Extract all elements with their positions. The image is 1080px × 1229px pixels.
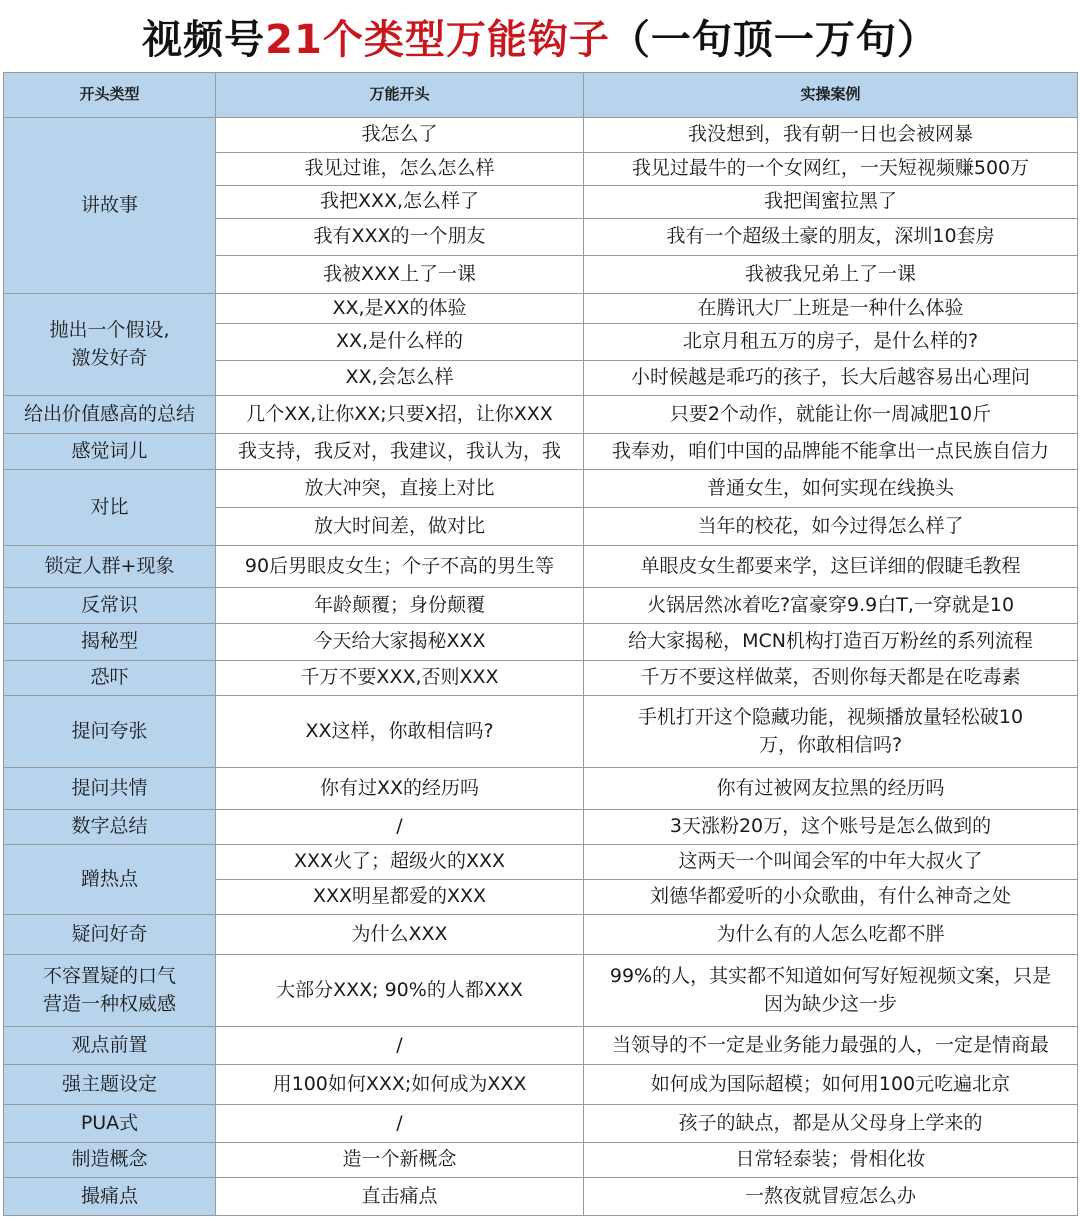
opening-cell: 今天给大家揭秘XXX bbox=[216, 624, 584, 661]
header-opening: 万能开头 bbox=[216, 73, 584, 118]
opening-cell: / bbox=[216, 810, 584, 845]
table-row bbox=[4, 294, 1078, 324]
table-row bbox=[4, 661, 1078, 696]
example-cell: 我有一个超级土豪的朋友，深圳10套房 bbox=[584, 219, 1078, 256]
table-row bbox=[4, 1105, 1078, 1143]
hook-type-cell: PUA式 bbox=[4, 1105, 216, 1143]
hook-type-cell: 抛出一个假设, 激发好奇 bbox=[4, 294, 216, 396]
opening-cell: 用100如何XXX;如何成为XXX bbox=[216, 1065, 584, 1105]
example-cell: 给大家揭秘，MCN机构打造百万粉丝的系列流程 bbox=[584, 624, 1078, 661]
header-type: 开头类型 bbox=[4, 73, 216, 118]
table-row bbox=[4, 696, 1078, 768]
example-cell: 为什么有的人怎么吃都不胖 bbox=[584, 915, 1078, 955]
example-cell: 北京月租五万的房子，是什么样的? bbox=[584, 324, 1078, 361]
example-cell: 只要2个动作，就能让你一周减肥10斤 bbox=[584, 396, 1078, 434]
opening-cell: 大部分XXX; 90%的人都XXX bbox=[216, 955, 584, 1027]
opening-cell: XX,是什么样的 bbox=[216, 324, 584, 361]
opening-cell: XX,会怎么样 bbox=[216, 361, 584, 396]
table-row bbox=[4, 546, 1078, 588]
opening-cell: 几个XX,让你XX;只要X招，让你XXX bbox=[216, 396, 584, 434]
example-cell: 3天涨粉20万，这个账号是怎么做到的 bbox=[584, 810, 1078, 845]
hook-type-cell: 撮痛点 bbox=[4, 1178, 216, 1216]
example-cell: 你有过被网友拉黑的经历吗 bbox=[584, 768, 1078, 810]
hook-type-cell: 感觉词儿 bbox=[4, 434, 216, 470]
hook-type-cell: 强主题设定 bbox=[4, 1065, 216, 1105]
hooks-table bbox=[3, 72, 1078, 1216]
hook-type-cell: 讲故事 bbox=[4, 118, 216, 294]
example-cell: 我被我兄弟上了一课 bbox=[584, 256, 1078, 294]
example-cell: 当年的校花，如今过得怎么样了 bbox=[584, 508, 1078, 546]
hook-type-cell: 锁定人群+现象 bbox=[4, 546, 216, 588]
hook-type-cell: 对比 bbox=[4, 470, 216, 546]
hook-type-cell: 恐吓 bbox=[4, 661, 216, 696]
title-highlight: 21个类型万能钩子 bbox=[265, 16, 610, 63]
hook-type-cell: 制造概念 bbox=[4, 1143, 216, 1178]
title-suffix: （一句顶一万句） bbox=[609, 16, 938, 63]
opening-cell: 我怎么了 bbox=[216, 118, 584, 153]
example-cell: 99%的人，其实都不知道如何写好短视频文案，只是 因为缺少这一步 bbox=[584, 955, 1078, 1027]
table-row bbox=[4, 1027, 1078, 1065]
table-row bbox=[4, 434, 1078, 470]
table-row bbox=[4, 955, 1078, 1027]
opening-cell: 千万不要XXX,否则XXX bbox=[216, 661, 584, 696]
table-row bbox=[4, 1178, 1078, 1216]
opening-cell: 我支持，我反对，我建议，我认为，我 bbox=[216, 434, 584, 470]
hook-type-cell: 反常识 bbox=[4, 588, 216, 624]
opening-cell: 我被XXX上了一课 bbox=[216, 256, 584, 294]
example-cell: 当领导的不一定是业务能力最强的人，一定是情商最 bbox=[584, 1027, 1078, 1065]
opening-cell: 造一个新概念 bbox=[216, 1143, 584, 1178]
example-cell: 一熬夜就冒痘怎么办 bbox=[584, 1178, 1078, 1216]
example-cell: 火锅居然冰着吃?富豪穿9.9白T,一穿就是10 bbox=[584, 588, 1078, 624]
example-cell: 孩子的缺点，都是从父母身上学来的 bbox=[584, 1105, 1078, 1143]
opening-cell: 放大冲突，直接上对比 bbox=[216, 470, 584, 508]
table-row bbox=[4, 470, 1078, 508]
hook-type-cell: 不容置疑的口气 营造一种权威感 bbox=[4, 955, 216, 1027]
opening-cell: / bbox=[216, 1105, 584, 1143]
opening-cell: 90后男眼皮女生；个子不高的男生等 bbox=[216, 546, 584, 588]
hook-type-cell: 揭秘型 bbox=[4, 624, 216, 661]
example-cell: 我把闺蜜拉黑了 bbox=[584, 186, 1078, 219]
opening-cell: XX,是XX的体验 bbox=[216, 294, 584, 324]
example-cell: 单眼皮女生都要来学，这巨详细的假睫毛教程 bbox=[584, 546, 1078, 588]
hook-type-cell: 提问共情 bbox=[4, 768, 216, 810]
opening-cell: / bbox=[216, 1027, 584, 1065]
example-cell: 如何成为国际超模；如何用100元吃遍北京 bbox=[584, 1065, 1078, 1105]
example-cell: 我奉劝，咱们中国的品牌能不能拿出一点民族自信力 bbox=[584, 434, 1078, 470]
table-row bbox=[4, 915, 1078, 955]
opening-cell: 为什么XXX bbox=[216, 915, 584, 955]
hook-type-cell: 提问夸张 bbox=[4, 696, 216, 768]
table-row bbox=[4, 768, 1078, 810]
table-row bbox=[4, 1065, 1078, 1105]
table-row bbox=[4, 588, 1078, 624]
opening-cell: 你有过XX的经历吗 bbox=[216, 768, 584, 810]
example-cell: 刘德华都爱听的小众歌曲，有什么神奇之处 bbox=[584, 880, 1078, 915]
opening-cell: XXX明星都爱的XXX bbox=[216, 880, 584, 915]
hook-type-cell: 给出价值感高的总结 bbox=[4, 396, 216, 434]
table-row bbox=[4, 396, 1078, 434]
example-cell: 这两天一个叫闻会军的中年大叔火了 bbox=[584, 845, 1078, 880]
hook-type-cell: 观点前置 bbox=[4, 1027, 216, 1065]
opening-cell: 直击痛点 bbox=[216, 1178, 584, 1216]
example-cell: 手机打开这个隐藏功能，视频播放量轻松破10 万，你敢相信吗? bbox=[584, 696, 1078, 768]
table-row bbox=[4, 118, 1078, 153]
opening-cell: 我把XXX,怎么样了 bbox=[216, 186, 584, 219]
header-row bbox=[4, 73, 1078, 118]
hook-type-cell: 数字总结 bbox=[4, 810, 216, 845]
example-cell: 在腾讯大厂上班是一种什么体验 bbox=[584, 294, 1078, 324]
example-cell: 千万不要这样做菜，否则你每天都是在吃毒素 bbox=[584, 661, 1078, 696]
hook-type-cell: 疑问好奇 bbox=[4, 915, 216, 955]
example-cell: 普通女生，如何实现在线换头 bbox=[584, 470, 1078, 508]
example-cell: 日常轻泰装；骨相化妆 bbox=[584, 1143, 1078, 1178]
example-cell: 我没想到，我有朝一日也会被网暴 bbox=[584, 118, 1078, 153]
hook-type-cell: 蹭热点 bbox=[4, 845, 216, 915]
table-row bbox=[4, 810, 1078, 845]
opening-cell: XXX火了；超级火的XXX bbox=[216, 845, 584, 880]
example-cell: 小时候越是乖巧的孩子，长大后越容易出心理问 bbox=[584, 361, 1078, 396]
opening-cell: 我有XXX的一个朋友 bbox=[216, 219, 584, 256]
opening-cell: 我见过谁，怎么怎么样 bbox=[216, 153, 584, 186]
table-row bbox=[4, 1143, 1078, 1178]
table-row bbox=[4, 624, 1078, 661]
opening-cell: 年龄颠覆；身份颠覆 bbox=[216, 588, 584, 624]
opening-cell: XX这样，你敢相信吗? bbox=[216, 696, 584, 768]
header-example: 实操案例 bbox=[584, 73, 1078, 118]
table-row bbox=[4, 845, 1078, 880]
title-prefix: 视频号 bbox=[142, 16, 266, 63]
opening-cell: 放大时间差，做对比 bbox=[216, 508, 584, 546]
example-cell: 我见过最牛的一个女网红，一天短视频赚500万 bbox=[584, 153, 1078, 186]
page-title bbox=[0, 0, 1080, 72]
